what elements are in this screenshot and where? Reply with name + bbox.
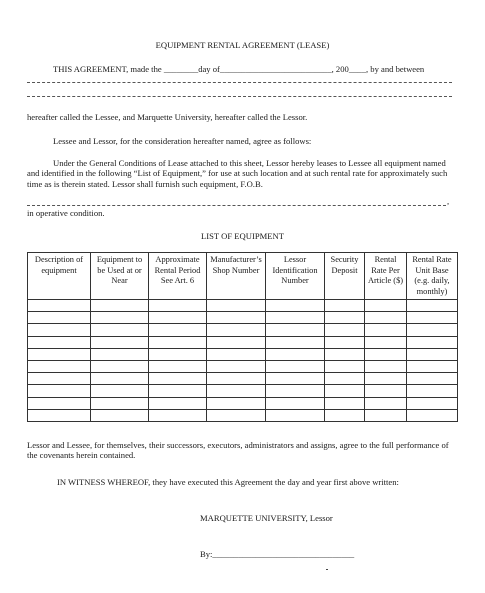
consideration-text: Lessee and Lessor, for the consideration hereafter named, agree as follows: [53,136,312,146]
table-cell[interactable] [28,397,91,409]
table-cell[interactable] [407,385,458,397]
table-cell[interactable] [28,312,91,324]
table-cell[interactable] [207,312,266,324]
table-cell[interactable] [365,348,407,360]
page-mark [326,569,328,570]
table-cell[interactable] [149,336,207,348]
equipment-table-body [28,300,458,422]
table-cell[interactable] [325,300,365,312]
table-cell[interactable] [91,373,149,385]
table-cell[interactable] [365,300,407,312]
table-cell[interactable] [207,336,266,348]
table-cell[interactable] [325,360,365,372]
table-cell[interactable] [149,324,207,336]
table-cell[interactable] [207,360,266,372]
table-cell[interactable] [325,324,365,336]
table-row [28,385,458,397]
table-cell[interactable] [365,385,407,397]
header-rental-period: Approximate Rental Period See Art. 6 [149,253,207,300]
table-cell[interactable] [325,409,365,421]
table-cell[interactable] [149,373,207,385]
header-description: Description of equipment [28,253,91,300]
table-cell[interactable] [28,324,91,336]
fob-blank-line[interactable] [27,205,446,206]
table-cell[interactable] [91,360,149,372]
header-rate-per-article: Rental Rate Per Article ($) [365,253,407,300]
table-cell[interactable] [28,409,91,421]
table-cell[interactable] [365,373,407,385]
table-cell[interactable] [365,360,407,372]
operative-text: in operative condition. [27,208,105,218]
header-security-deposit: Security Deposit [325,253,365,300]
table-cell[interactable] [207,373,266,385]
table-cell[interactable] [91,348,149,360]
table-cell[interactable] [266,312,325,324]
table-header-row [28,253,458,300]
conditions-paragraph: Under the General Conditions of Lease attached to this sheet, Lessor hereby leases to Lessee all equipment named and identified in the following “List of Equipment,” for use at such location and at such rental rate for approximately such time as is therein stated. Lessor shall furnish such equipment, F.O.B. [27,158,448,189]
table-cell[interactable] [266,409,325,421]
table-cell[interactable] [325,397,365,409]
table-cell[interactable] [91,409,149,421]
table-cell[interactable] [149,385,207,397]
table-cell[interactable] [28,336,91,348]
table-cell[interactable] [266,373,325,385]
table-cell[interactable] [365,324,407,336]
table-cell[interactable] [407,409,458,421]
table-cell[interactable] [149,300,207,312]
list-heading: LIST OF EQUIPMENT [201,231,284,241]
table-cell[interactable] [207,385,266,397]
table-cell[interactable] [266,385,325,397]
table-cell[interactable] [28,300,91,312]
table-row [28,348,458,360]
table-cell[interactable] [266,300,325,312]
table-cell[interactable] [407,373,458,385]
table-cell[interactable] [91,336,149,348]
table-cell[interactable] [28,385,91,397]
table-row [28,373,458,385]
table-cell[interactable] [407,397,458,409]
table-row [28,300,458,312]
party-blank-line-2[interactable] [27,96,452,97]
agreement-line: THIS AGREEMENT, made the ________day of__________________________, 200____, by and between [53,64,425,74]
lessor-signature-label: MARQUETTE UNIVERSITY, Lessor [200,513,333,523]
table-cell[interactable] [365,409,407,421]
table-cell[interactable] [91,312,149,324]
table-row [28,324,458,336]
table-cell[interactable] [28,373,91,385]
table-cell[interactable] [91,300,149,312]
table-cell[interactable] [365,397,407,409]
table-cell[interactable] [407,300,458,312]
table-cell[interactable] [325,312,365,324]
table-cell[interactable] [325,373,365,385]
equipment-table [27,252,458,422]
table-cell[interactable] [365,312,407,324]
table-cell[interactable] [207,397,266,409]
table-cell[interactable] [407,336,458,348]
table-row [28,409,458,421]
table-cell[interactable] [149,409,207,421]
table-cell[interactable] [325,336,365,348]
table-cell[interactable] [91,385,149,397]
table-cell[interactable] [266,348,325,360]
header-shop-number: Manufacturer’s Shop Number [207,253,266,300]
table-cell[interactable] [407,324,458,336]
table-cell[interactable] [207,348,266,360]
table-cell[interactable] [325,348,365,360]
binding-paragraph: Lessor and Lessee, for themselves, their successors, executors, administrators and assigns, agree to the full performance of the covenants herein contained. [27,440,449,461]
table-cell[interactable] [325,385,365,397]
table-cell[interactable] [266,360,325,372]
header-rate-unit-base: Rental Rate Unit Base (e.g. daily, monthly) [407,253,458,300]
table-cell[interactable] [407,312,458,324]
document-title: EQUIPMENT RENTAL AGREEMENT (LEASE) [155,40,330,50]
table-row [28,336,458,348]
table-cell[interactable] [149,397,207,409]
table-cell[interactable] [91,397,149,409]
table-cell[interactable] [407,348,458,360]
table-cell[interactable] [266,336,325,348]
table-row [28,312,458,324]
table-cell[interactable] [149,348,207,360]
by-signature-line[interactable]: By:_________________________________ [200,549,355,559]
header-lessor-id: Lessor Identification Number [266,253,325,300]
table-cell[interactable] [28,360,91,372]
table-cell[interactable] [365,336,407,348]
table-row [28,360,458,372]
table-cell[interactable] [207,409,266,421]
parties-text: hereafter called the Lessee, and Marquette University, hereafter called the Lessor. [27,112,308,122]
party-blank-line-1[interactable] [27,82,452,83]
table-cell[interactable] [266,324,325,336]
fob-line-end: , [447,196,450,206]
table-cell[interactable] [91,324,149,336]
table-cell[interactable] [407,360,458,372]
table-cell[interactable] [28,348,91,360]
table-cell[interactable] [207,300,266,312]
table-cell[interactable] [207,324,266,336]
table-cell[interactable] [149,312,207,324]
table-row [28,397,458,409]
table-cell[interactable] [266,397,325,409]
header-equipment-location: Equipment to be Used at or Near [91,253,149,300]
table-cell[interactable] [149,360,207,372]
witness-text: IN WITNESS WHEREOF, they have executed this Agreement the day and year first above written: [57,477,399,487]
